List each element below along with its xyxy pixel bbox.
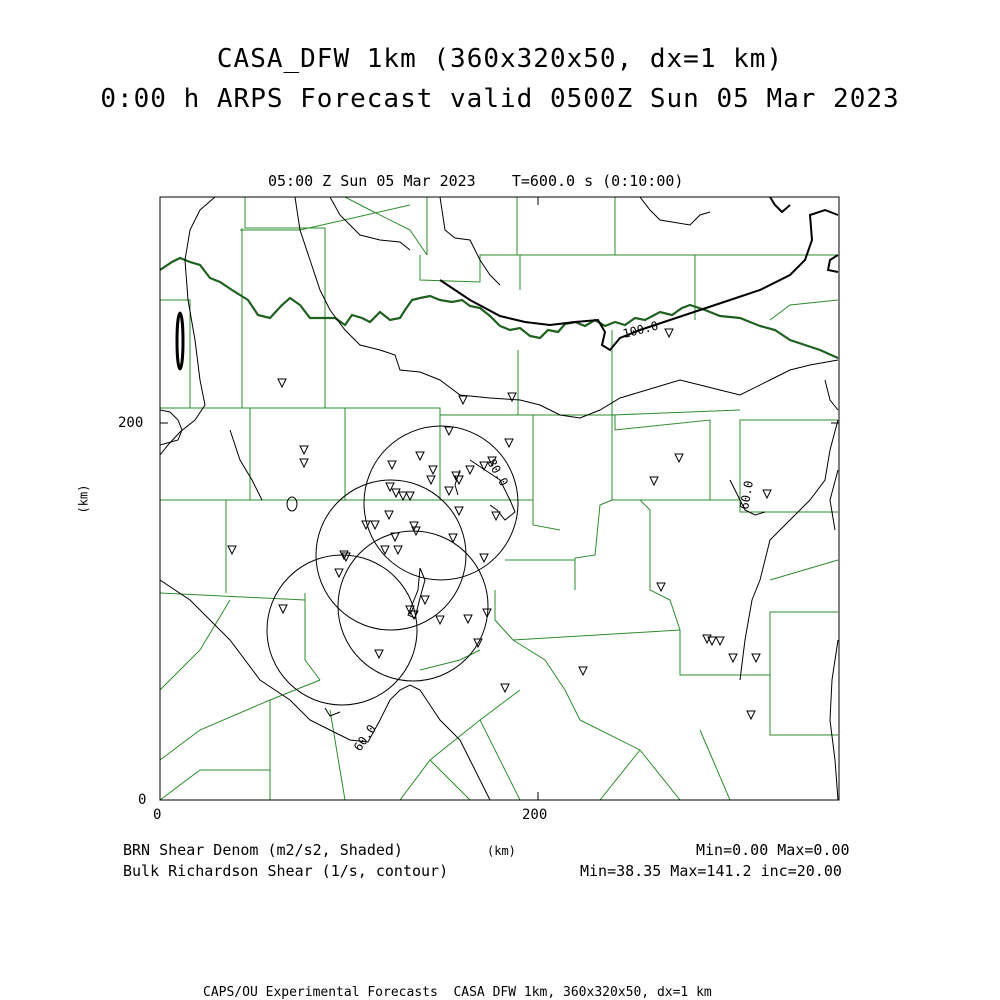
station-marker [675,454,683,462]
legend-contour-name: Bulk Richardson Shear (1/s, contour) [123,862,449,880]
station-marker [436,616,444,624]
station-marker [763,490,771,498]
y-axis-label: (km) [76,484,91,514]
station-marker [385,511,393,519]
station-marker [228,546,236,554]
title-line-2: 0:00 h ARPS Forecast valid 0500Z Sun 05 Mar 2023 [100,84,900,114]
station-marker [650,477,658,485]
contour-label-60-east: 60.0 [737,479,756,511]
station-marker [429,466,437,474]
tick-marks [160,197,839,800]
station-marker [300,446,308,454]
y-tick-0: 0 [138,792,147,808]
station-marker [388,461,396,469]
station-marker [665,329,673,337]
y-tick-200: 200 [118,415,144,431]
station-marker [421,596,429,604]
station-marker [406,492,414,500]
plot-frame [160,197,839,800]
station-marker [392,489,400,497]
station-marker [703,635,711,643]
station-marker [416,452,424,460]
contour-label-100: 100.0 [621,318,660,341]
station-marker [657,583,665,591]
station-marker [752,654,760,662]
station-marker [375,650,383,658]
station-markers [228,329,771,719]
x-tick-0: 0 [153,807,162,823]
map-layers [160,197,838,800]
station-marker [410,522,418,530]
station-marker [300,459,308,467]
plot-header: 05:00 Z Sun 05 Mar 2023 T=600.0 s (0:10:00) [268,172,684,190]
station-marker [579,667,587,675]
footer-credit: CAPS/OU Experimental Forecasts CASA DFW 1km, 360x320x50, dx=1 km [203,985,712,1000]
station-marker [459,396,467,404]
station-marker [278,379,286,387]
station-marker [480,554,488,562]
contour-label-80: 80.0 [484,456,511,489]
station-marker [399,492,407,500]
legend-contour-stats: Min=38.35 Max=141.2 inc=20.00 [580,862,842,880]
station-marker [371,521,379,529]
station-marker [335,569,343,577]
state-border [160,258,838,358]
legend-shaded-name: BRN Shear Denom (m2/s2, Shaded) [123,841,403,859]
station-marker [464,615,472,623]
station-marker [455,507,463,515]
station-marker [501,684,509,692]
station-marker [466,466,474,474]
contour-label-60-southwest: 60.0 [350,722,380,754]
station-marker [445,487,453,495]
title-line-1: CASA_DFW 1km (360x320x50, dx=1 km) [216,44,784,74]
station-marker [492,512,500,520]
station-marker [716,637,724,645]
x-axis-label: (km) [487,844,516,858]
station-marker [427,476,435,484]
station-marker [729,654,737,662]
x-tick-200: 200 [522,807,548,823]
station-marker [445,427,453,435]
station-marker [394,546,402,554]
station-marker [505,439,513,447]
contours [160,197,838,800]
station-marker [747,711,755,719]
station-marker [279,605,287,613]
legend-shaded-stats: Min=0.00 Max=0.00 [696,841,850,859]
